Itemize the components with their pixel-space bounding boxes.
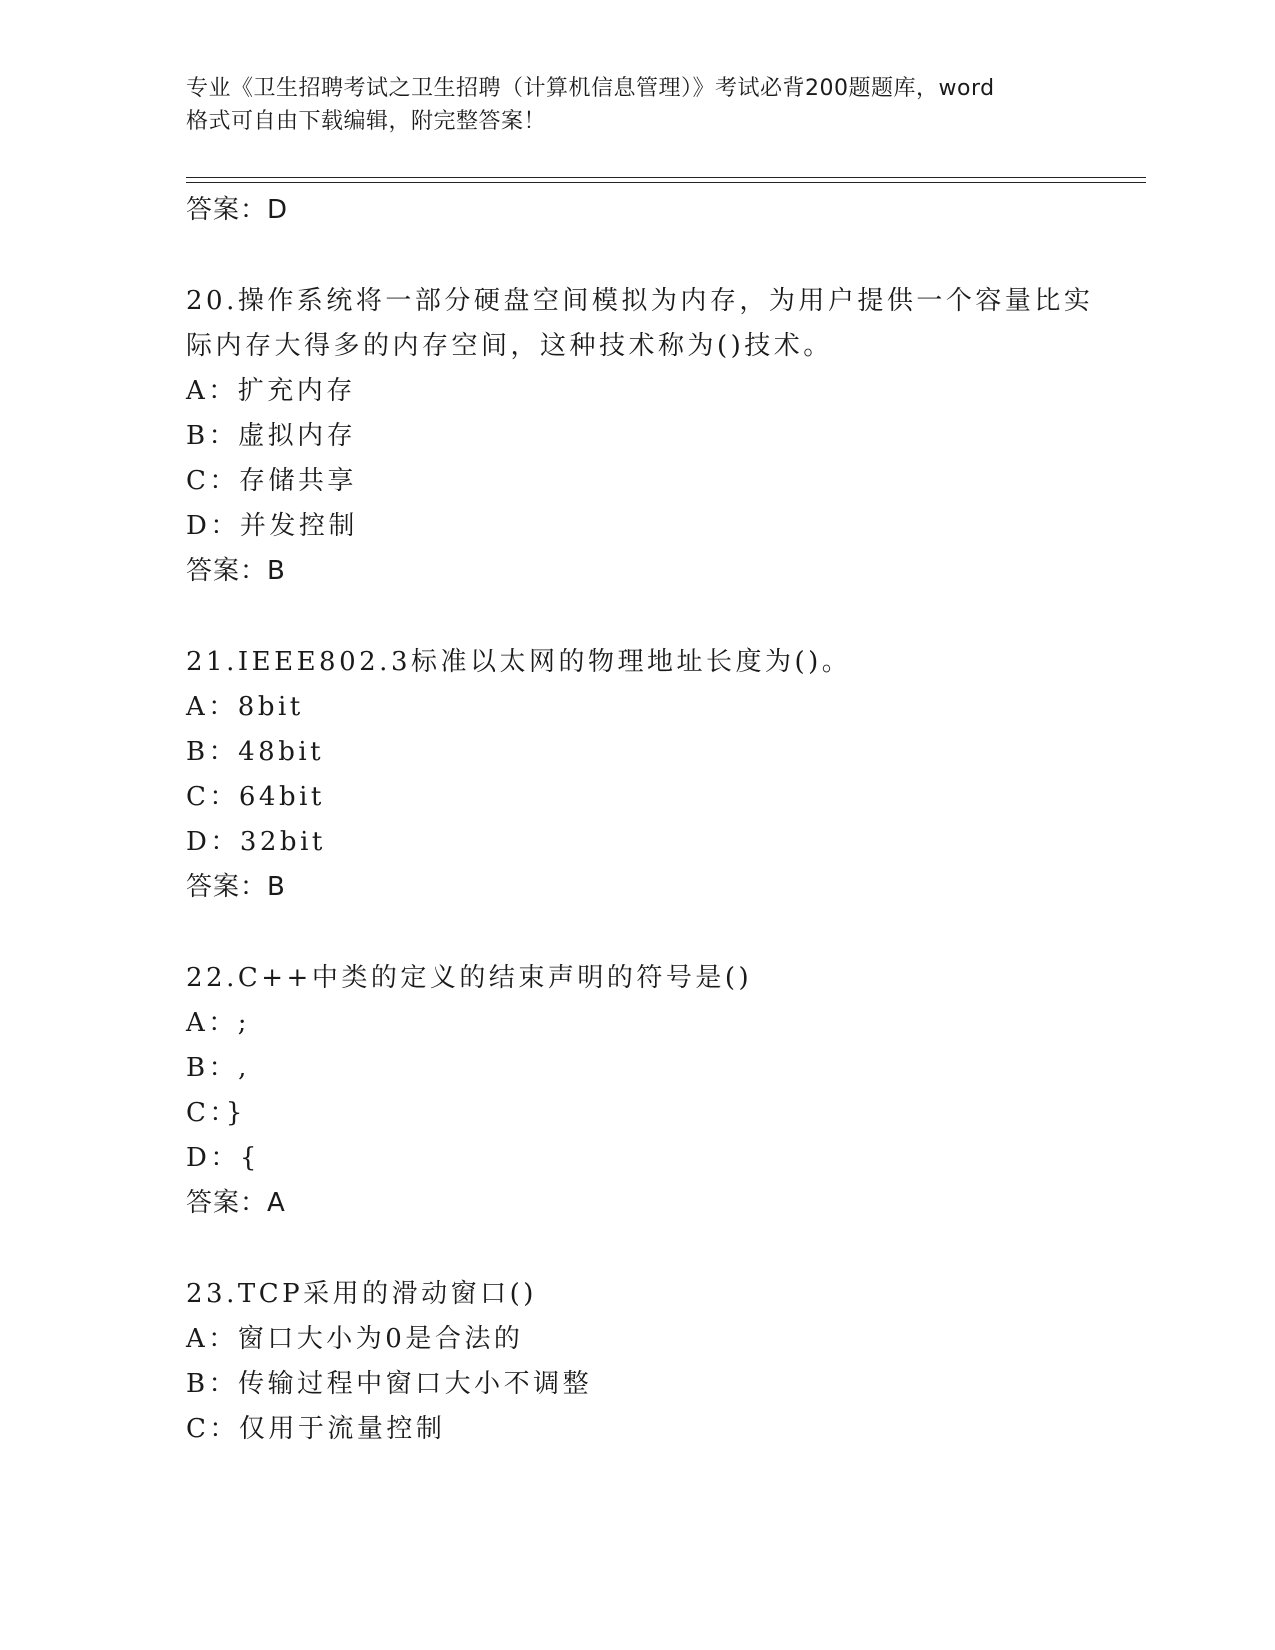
option-d: D：并发控制 [186,511,358,541]
question-list [186,188,1146,1452]
question-20 [186,279,1146,594]
answer: 答案：B [186,872,286,902]
question-text: 23.TCP采用的滑动窗口() [186,1279,537,1309]
option-c: C：仅用于流量控制 [186,1414,446,1444]
spacer [186,233,1146,279]
option-d: D：{ [186,1143,260,1173]
answer: 答案：A [186,1188,286,1218]
header-line-2: 格式可自由下载编辑，附完整答案！ [186,109,547,134]
option-c: C：存储共享 [186,466,357,496]
option-a: A：扩充内存 [186,376,356,406]
document-header [186,72,1086,138]
previous-answer: 答案：D [186,195,289,225]
option-c: C：} [186,1098,246,1128]
option-b: B：虚拟内存 [186,421,357,451]
question-23 [186,1272,1146,1452]
spacer [186,594,1146,640]
question-21 [186,640,1146,910]
spacer [186,1226,1146,1272]
header-divider-top [186,177,1146,178]
option-c: C：64bit [186,782,325,812]
answer: 答案：B [186,556,286,586]
option-a: A：; [186,1008,251,1038]
header-line-1: 专业《卫生招聘考试之卫生招聘（计算机信息管理）》考试必背200题题库，word [186,76,995,101]
option-b: B：48bit [186,737,325,767]
option-b: B：, [186,1053,250,1083]
option-a: A：窗口大小为0是合法的 [186,1324,524,1354]
spacer [186,910,1146,956]
question-22 [186,956,1146,1226]
question-text: 20.操作系统将一部分硬盘空间模拟为内存，为用户提供一个容量比实 [186,286,1094,316]
question-text: 21.IEEE802.3标准以太网的物理地址长度为()。 [186,647,852,677]
question-text: 22.C++中类的定义的结束声明的符号是() [186,963,753,993]
header-divider-bottom [186,182,1146,183]
option-d: D：32bit [186,827,326,857]
option-a: A：8bit [186,692,304,722]
question-text: 际内存大得多的内存空间，这种技术称为()技术。 [186,331,833,361]
option-b: B：传输过程中窗口大小不调整 [186,1369,593,1399]
